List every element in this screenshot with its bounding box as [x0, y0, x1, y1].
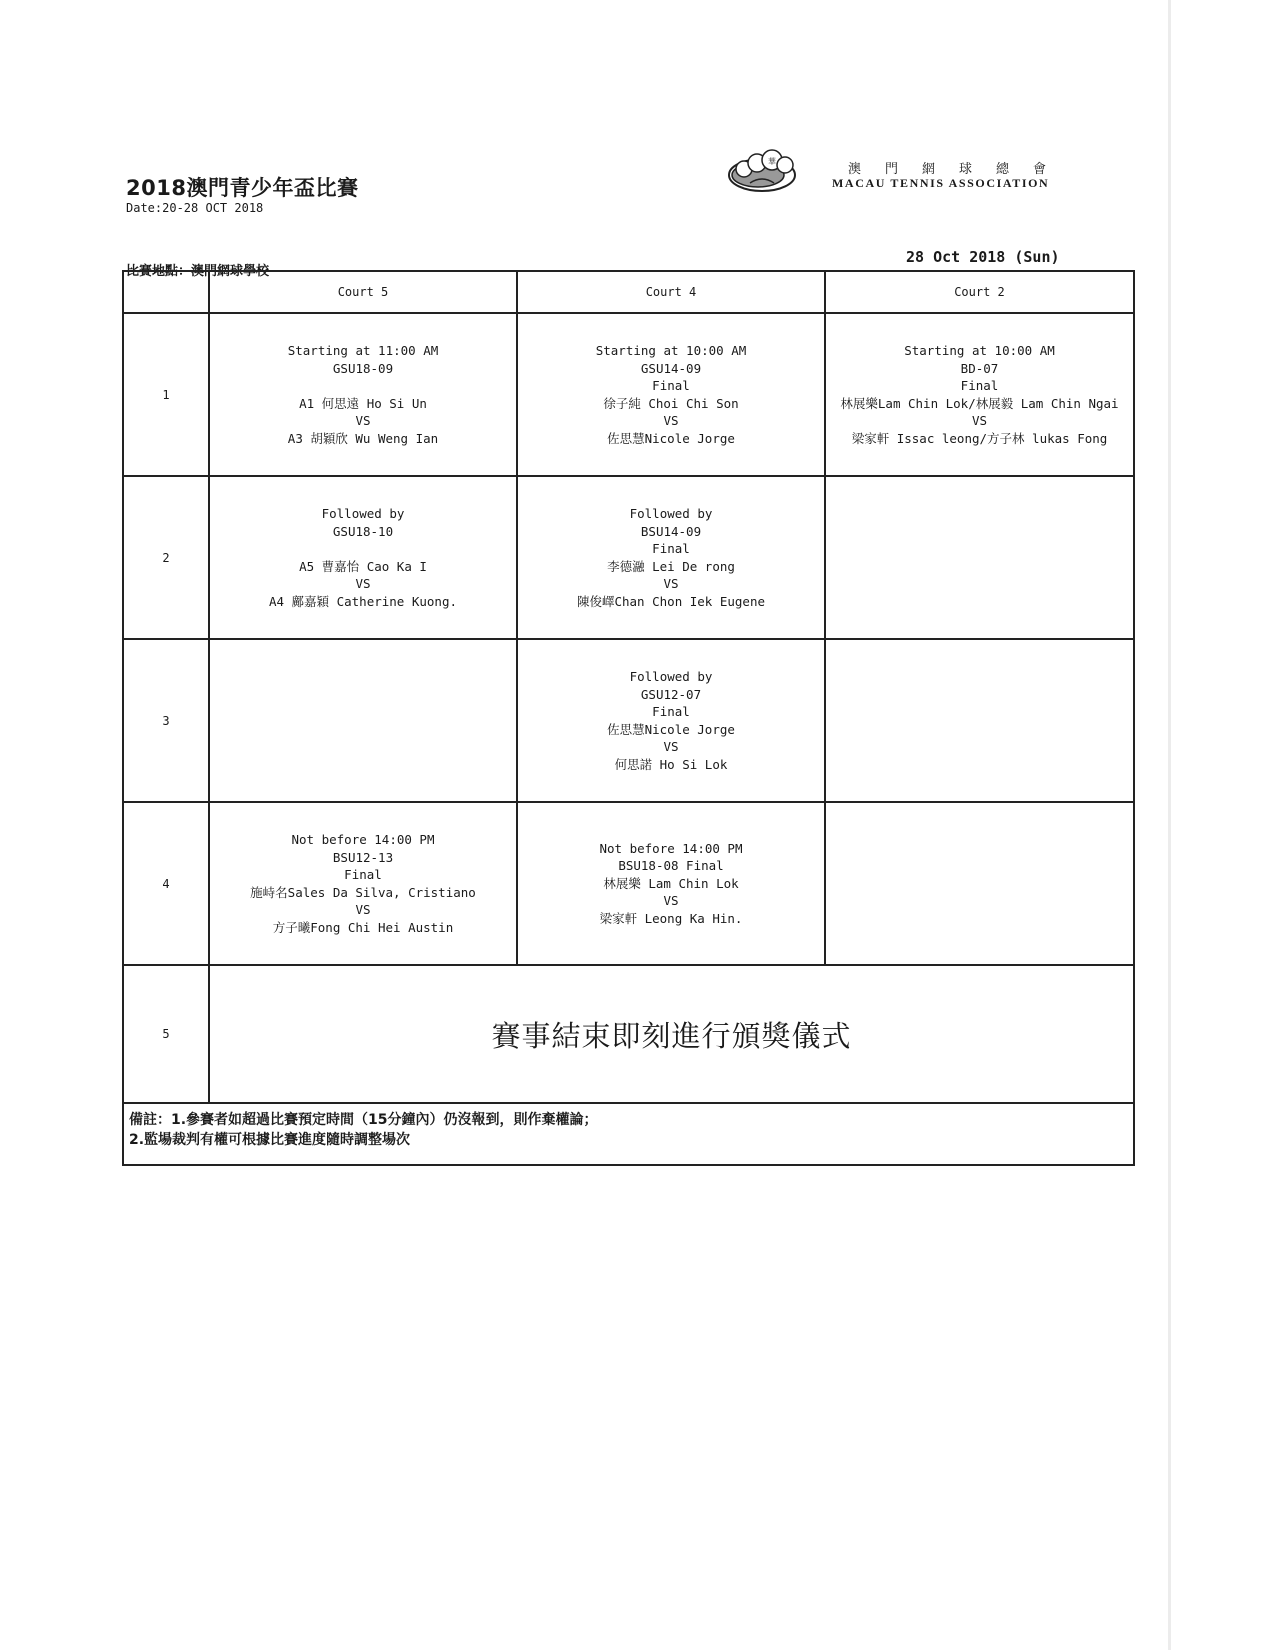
match-line: 林展樂 Lam Chin Lok: [603, 875, 739, 891]
match-row: [123, 476, 1134, 639]
match-line: VS: [663, 576, 679, 591]
match-line: GSU18-09: [332, 360, 394, 376]
match-line: Starting at 10:00 AM: [904, 343, 1055, 358]
court-header-row: [123, 271, 1134, 313]
match-cell: [825, 476, 1134, 639]
match-line: VS: [663, 739, 679, 754]
match-line: [210, 377, 516, 395]
match-cell: [517, 802, 825, 965]
match-line: Final: [652, 378, 690, 393]
logo-mark: 華: [768, 157, 776, 166]
remarks: [123, 1103, 1134, 1165]
match-line: BSU14-09: [640, 523, 702, 539]
match-line: A5 曹嘉怡 Cao Ka I: [299, 558, 427, 574]
court-header: Court 2: [825, 271, 1134, 313]
match-line: Followed by: [629, 506, 713, 521]
match-cell: [209, 639, 517, 802]
match-line: BSU12-13: [332, 849, 394, 865]
schedule-table: [122, 270, 1135, 1166]
match-line: 林展樂Lam Chin Lok/林展毅 Lam Chin Ngai: [840, 395, 1119, 411]
tournament-title: 2018澳門青少年盃比賽: [126, 176, 359, 200]
match-line: Final: [960, 378, 999, 393]
association-name-cn: 澳門網球總會: [848, 162, 1071, 177]
match-row: [123, 639, 1134, 802]
match-cell: [517, 313, 825, 476]
row-number: 4: [123, 802, 209, 965]
match-line: 陳俊嶧Chan Chon Iek Eugene: [576, 593, 765, 609]
schedule-date: 28 Oct 2018 (Sun): [906, 248, 1060, 266]
match-line: VS: [355, 413, 371, 428]
match-cell: [209, 802, 517, 965]
match-line: A1 何思遠 Ho Si Un: [299, 395, 427, 411]
match-line: VS: [355, 902, 371, 917]
corner-header: [123, 271, 209, 313]
match-line: BSU18-08 Final: [618, 858, 724, 874]
match-line: GSU18-10: [332, 523, 394, 539]
match-line: 徐子純 Choi Chi Son: [603, 395, 739, 411]
match-line: Followed by: [629, 669, 713, 684]
association-logo-icon: [728, 145, 800, 193]
row-number: 5: [123, 965, 209, 1103]
match-cell: [825, 313, 1134, 476]
match-line: 佐思慧Nicole Jorge: [607, 430, 735, 446]
award-ceremony-notice: 賽事結束即刻進行頒獎儀式: [209, 965, 1134, 1103]
match-line: GSU12-07: [640, 686, 702, 702]
match-line: BD-07: [960, 360, 999, 376]
venue: 比賽地點：澳門網球學校: [126, 264, 270, 279]
row-number: 3: [123, 639, 209, 802]
match-cell: [825, 639, 1134, 802]
match-line: 佐思慧Nicole Jorge: [607, 721, 735, 737]
match-line: GSU14-09: [640, 360, 702, 376]
match-cell: [517, 639, 825, 802]
court-header: Court 5: [209, 271, 517, 313]
match-line: A3 胡穎欣 Wu Weng Ian: [287, 430, 439, 446]
match-row: [123, 313, 1134, 476]
match-line: Final: [344, 867, 382, 882]
match-line: Starting at 11:00 AM: [287, 343, 439, 358]
match-line: VS: [663, 413, 679, 428]
match-cell: [209, 476, 517, 639]
match-line: Followed by: [321, 506, 405, 521]
match-line: Final: [652, 704, 690, 719]
match-line: VS: [663, 893, 679, 909]
row-number: 2: [123, 476, 209, 639]
row-number: 1: [123, 313, 209, 476]
match-line: Final: [652, 541, 690, 556]
match-cell: [209, 313, 517, 476]
match-line: VS: [971, 413, 988, 428]
match-cell: [825, 802, 1134, 965]
notes-row: [123, 1103, 1134, 1165]
match-line: 方子曦Fong Chi Hei Austin: [272, 919, 454, 935]
match-row: [123, 802, 1134, 965]
match-line: 梁家軒 Issac leong/方子林 lukas Fong: [851, 430, 1108, 446]
remark-line: 備註：1.參賽者如超過比賽預定時間（15分鐘內）仍沒報到，則作棄權論；: [129, 1112, 598, 1128]
match-cell: [517, 476, 825, 639]
court-header: Court 4: [517, 271, 825, 313]
match-line: 何思諾 Ho Si Lok: [614, 756, 728, 772]
match-line: [210, 540, 516, 558]
tournament-dates: Date:20-28 OCT 2018: [126, 201, 264, 215]
match-line: 梁家軒 Leong Ka Hin.: [599, 910, 743, 926]
association-name-en: MACAU TENNIS ASSOCIATION: [832, 176, 1050, 190]
award-row: [123, 965, 1134, 1103]
remark-line: 2.監場裁判有權可根據比賽進度隨時調整場次: [129, 1132, 411, 1148]
match-line: Starting at 10:00 AM: [595, 343, 747, 358]
match-line: 李德瀜 Lei De rong: [607, 558, 735, 574]
match-line: Not before 14:00 PM: [599, 840, 743, 856]
match-line: A4 鄺嘉穎 Catherine Kuong.: [268, 593, 457, 609]
match-line: 施峙名Sales Da Silva, Cristiano: [250, 884, 476, 900]
match-line: Not before 14:00 PM: [291, 832, 435, 847]
match-line: VS: [355, 576, 371, 591]
scan-edge: [1168, 0, 1171, 1650]
